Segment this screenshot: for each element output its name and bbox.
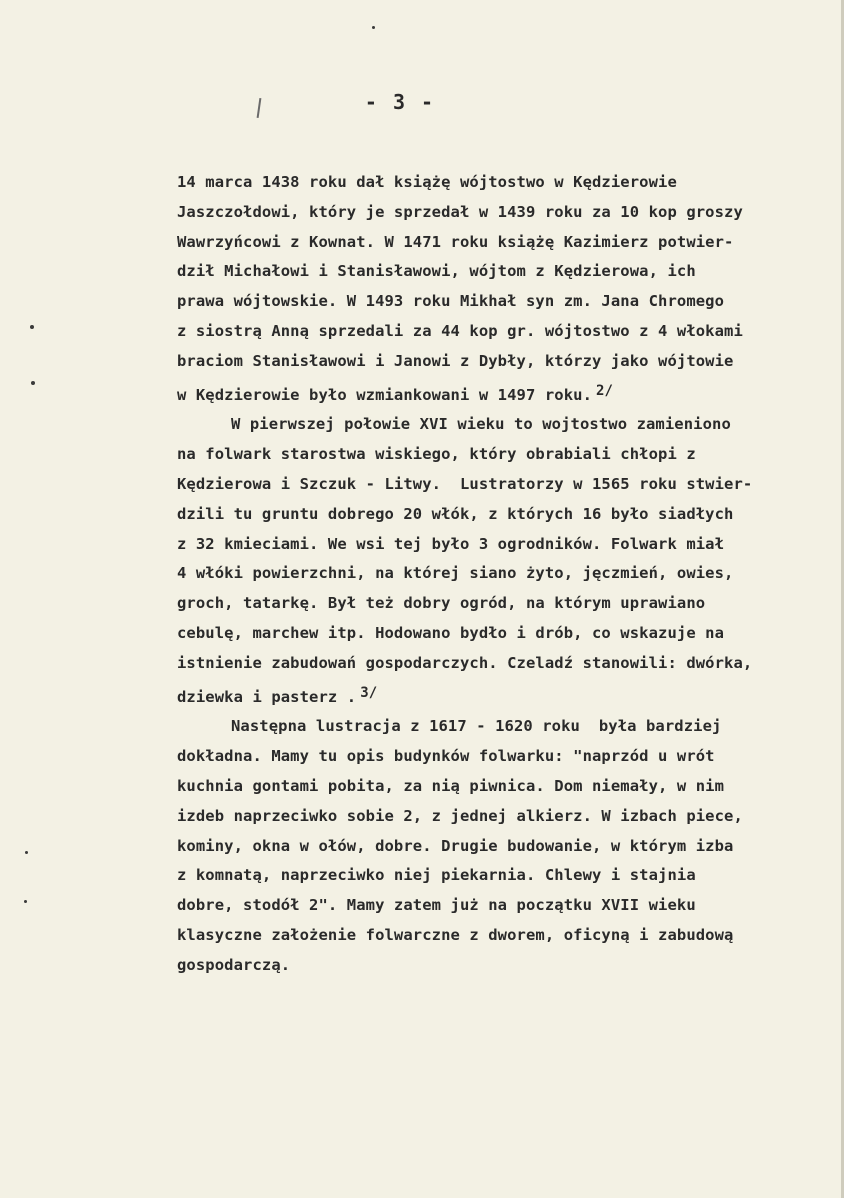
margin-dot (25, 851, 28, 854)
text-line-content: w Kędzierowie było wzmiankowani w 1497 roku. (177, 385, 592, 404)
body-text (177, 168, 817, 981)
text-line: cebulę, marchew itp. Hodowano bydło i drób, co wskazuje na (177, 623, 725, 642)
text-line: z 32 kmieciami. We wsi tej było 3 ogrodników. Folwark miał (177, 534, 725, 553)
text-line: klasyczne założenie folwarczne z dworem, oficyną i zabudową (177, 925, 734, 944)
text-line: kominy, okna w ołów, dobre. Drugie budowanie, w którym izba (177, 836, 734, 855)
text-line: 4 włóki powierzchni, na której siano żyto, jęczmień, owies, (177, 564, 734, 583)
text-line: na folwark starostwa wiskiego, który obrabiali chłopi z (177, 445, 696, 464)
text-line: W pierwszej połowie XVI wieku to wojtostwo zamieniono (231, 415, 731, 434)
text-line: Jaszczołdowi, który je sprzedał w 1439 roku za 10 kop groszy (177, 202, 743, 221)
margin-dot (24, 900, 27, 903)
paragraph (177, 410, 817, 712)
text-line: izdeb naprzeciwko sobie 2, z jednej alkierz. W izbach piece, (177, 806, 743, 825)
page-number: - 3 - (364, 90, 436, 114)
text-line: braciom Stanisławowi i Janowi z Dybły, którzy jako wójtowie (177, 351, 734, 370)
pencil-stroke (257, 98, 262, 118)
text-line: gospodarczą. (177, 955, 291, 974)
footnote-marker: 2/ (596, 382, 614, 399)
text-line: kuchnia gontami pobita, za nią piwnica. Dom niemały, w nim (177, 776, 725, 795)
paragraph (177, 712, 817, 980)
margin-dot (31, 381, 35, 385)
margin-dot (30, 325, 34, 329)
text-line (177, 679, 817, 713)
footnote-marker: 3/ (360, 684, 378, 701)
text-line (177, 377, 817, 411)
text-line: Wawrzyńcowi z Kownat. W 1471 roku książę Kazimierz potwier- (177, 232, 734, 251)
text-line: 14 marca 1438 roku dał książę wójtostwo w Kędzierowie (177, 173, 677, 191)
text-line: z siostrą Anną sprzedali za 44 kop gr. wójtostwo z 4 włokami (177, 321, 743, 340)
text-line: Kędzierowa i Szczuk - Litwy. Lustratorzy w 1565 roku stwier- (177, 474, 753, 493)
text-line: dził Michałowi i Stanisławowi, wójtom z Kędzierowa, ich (177, 262, 696, 281)
text-line: z komnatą, naprzeciwko niej piekarnia. Chlewy i stajnia (177, 866, 696, 885)
text-line: dobre, stodół 2". Mamy zatem już na początku XVII wieku (177, 896, 696, 915)
text-line: dzili tu gruntu dobrego 20 włók, z których 16 było siadłych (177, 504, 734, 523)
text-line: Następna lustracja z 1617 - 1620 roku była bardziej (231, 717, 722, 736)
text-line: groch, tatarkę. Był też dobry ogród, na którym uprawiano (177, 594, 706, 613)
text-line: prawa wójtowskie. W 1493 roku Mikhał syn zm. Jana Chromego (177, 292, 725, 311)
text-line-content: dziewka i pasterz . (177, 687, 357, 706)
paragraph (177, 168, 817, 410)
text-line: istnienie zabudowań gospodarczych. Czeladź stanowili: dwórka, (177, 653, 753, 672)
text-line: dokładna. Mamy tu opis budynków folwarku: "naprzód u wrót (177, 747, 715, 766)
speck (372, 26, 375, 29)
